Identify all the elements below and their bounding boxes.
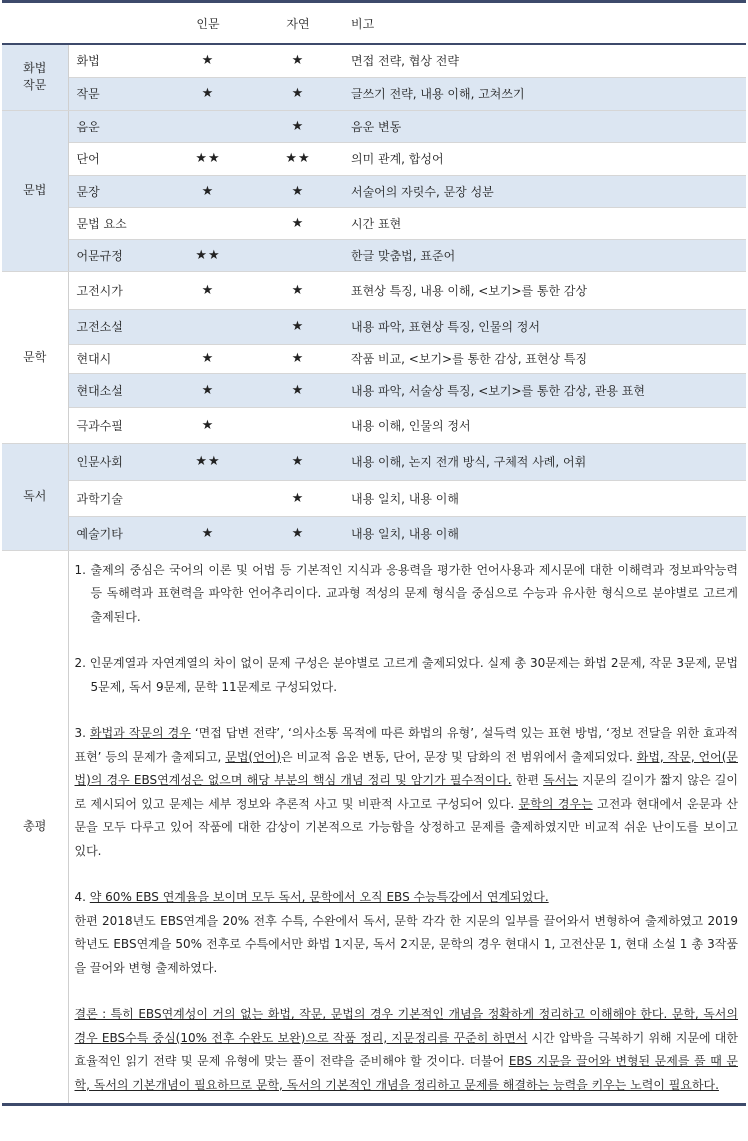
text-span: 4. bbox=[74, 890, 90, 904]
inmun-stars: ★ bbox=[163, 516, 253, 550]
table-row bbox=[2, 344, 746, 373]
table-row bbox=[2, 373, 746, 407]
underlined-text: 독서는 bbox=[543, 773, 578, 787]
underlined-text: EBS 지문을 끌어와 변형된 문제를 풀 때 문학, 독서의 기본개념이 필요하므로 문학, 독서의 기본적인 개념을 정리하고 문제를 해결하는 능력을 키우는 노력이 필요하다. bbox=[74, 1054, 738, 1092]
text-span: 지문의 길이가 짧지 않은 길이로 제시되어 있고 문제는 세부 정보와 추론적 사고 및 비판적 사고로 구성되어 있다. bbox=[74, 773, 738, 811]
header-bigo: 비고 bbox=[343, 2, 746, 45]
inmun-stars: ★ bbox=[163, 77, 253, 110]
table-row bbox=[2, 44, 746, 77]
summary-paragraph-4 bbox=[75, 886, 739, 910]
item-cell: 현대소설 bbox=[68, 373, 163, 407]
jayeon-stars: ★ bbox=[253, 271, 343, 309]
header-blank-cat bbox=[2, 2, 68, 45]
item-cell: 화법 bbox=[68, 44, 163, 77]
underlined-text: 약 60% EBS 연계율을 보이며 모두 독서, 문학에서 오직 EBS 수능특강에서 연계되었다. bbox=[89, 890, 549, 904]
inmun-stars: ★ bbox=[163, 407, 253, 443]
item-cell: 어문규정 bbox=[68, 239, 163, 271]
summary-paragraph-4b: 한편 2018년도 EBS연계을 20% 전후 수특, 수완에서 독서, 문학 각각 한 지문의 일부를 끌어와서 변형하여 출제하였고 2019학년도 EBS연계을 50% 전후로 수특에서만 화법 1지문, 독서 2지문, 문학의 경우 현대시 1, 고전산문 1, 현대 소설 1 총 3작품을 끌어와 변형 출제하였다. bbox=[74, 913, 738, 975]
underlined-text: 결론 : 특히 EBS연계성이 거의 없는 화법, 작문, 문법의 경우 기본적인 개념을 정확하게 정리하고 이해해야 한다. 문학, 독서의 경우 bbox=[74, 1007, 738, 1045]
underlined-text: 화법과 작문의 경우 bbox=[90, 726, 191, 740]
table-row bbox=[2, 239, 746, 271]
bigo-cell: 내용 일치, 내용 이해 bbox=[343, 480, 746, 516]
summary-row bbox=[2, 550, 746, 1105]
bigo-cell: 내용 이해, 인물의 정서 bbox=[343, 407, 746, 443]
underlined-text: 문법(언어) bbox=[225, 749, 281, 764]
inmun-stars: ★ bbox=[163, 271, 253, 309]
text-span: 은 비교적 음운 변동, 단어, 문장 및 담화의 전 범위에서 출제되었다. bbox=[280, 749, 637, 764]
bigo-cell: 내용 일치, 내용 이해 bbox=[343, 516, 746, 550]
item-cell: 고전시가 bbox=[68, 271, 163, 309]
item-cell: 극과수필 bbox=[68, 407, 163, 443]
bigo-cell: 시간 표현 bbox=[343, 207, 746, 239]
exam-analysis-table bbox=[2, 0, 746, 1106]
jayeon-stars: ★★ bbox=[253, 142, 343, 175]
table-header-row bbox=[2, 2, 746, 45]
bigo-cell: 서술어의 자릿수, 문장 성분 bbox=[343, 175, 746, 207]
header-inmun: 인문 bbox=[163, 2, 253, 45]
jayeon-stars: ★ bbox=[253, 373, 343, 407]
inmun-stars bbox=[163, 309, 253, 344]
inmun-stars: ★ bbox=[163, 175, 253, 207]
text-span: 시간 압박을 극복하기 위해 지문에 대한 효율적인 읽기 전략 및 문제 유형에 맞는 풀이 전략을 준비해야 할 것이다. 더불어 bbox=[74, 1030, 738, 1068]
jayeon-stars: ★ bbox=[253, 443, 343, 480]
category-chongpyeong: 총평 bbox=[2, 550, 68, 1105]
text-span: 고전과 현대에서 운문과 산문을 모두 다루고 있어 작품에 대한 감상이 기본적으로 가능함을 상정하고 문제를 출제하였지만 비교적 쉬운 난이도를 보이고 있다. bbox=[74, 796, 738, 858]
jayeon-stars bbox=[253, 407, 343, 443]
inmun-stars: ★ bbox=[163, 344, 253, 373]
item-cell: 음운 bbox=[68, 110, 163, 142]
jayeon-stars: ★ bbox=[253, 44, 343, 77]
item-cell: 작문 bbox=[68, 77, 163, 110]
bigo-cell: 내용 이해, 논지 전개 방식, 구체적 사례, 어휘 bbox=[343, 443, 746, 480]
jayeon-stars: ★ bbox=[253, 516, 343, 550]
bigo-cell: 글쓰기 전략, 내용 이해, 고쳐쓰기 bbox=[343, 77, 746, 110]
table-row bbox=[2, 77, 746, 110]
inmun-stars: ★ bbox=[163, 44, 253, 77]
bigo-cell: 작품 비교, <보기>를 통한 감상, 표현상 특징 bbox=[343, 344, 746, 373]
text-span: 한편 bbox=[511, 773, 544, 787]
table-row bbox=[2, 480, 746, 516]
bigo-cell: 한글 맞춤법, 표준어 bbox=[343, 239, 746, 271]
category-munbeop: 문법 bbox=[2, 110, 68, 271]
jayeon-stars: ★ bbox=[253, 344, 343, 373]
jayeon-stars bbox=[253, 239, 343, 271]
bigo-cell: 음운 변동 bbox=[343, 110, 746, 142]
bigo-cell: 내용 파악, 서술상 특징, <보기>를 통한 감상, 관용 표현 bbox=[343, 373, 746, 407]
header-jayeon: 자연 bbox=[253, 2, 343, 45]
item-cell: 문장 bbox=[68, 175, 163, 207]
category-munhak: 문학 bbox=[2, 271, 68, 443]
item-cell: 문법 요소 bbox=[68, 207, 163, 239]
text-span: ‘면접 답변 전략’, ‘의사소통 목적에 따른 화법의 유형’, 설득력 있는 표현 방법, ‘정보 전달을 위한 효과적 표현’ 등의 문제가 출제되고, bbox=[74, 726, 739, 764]
inmun-stars: ★★ bbox=[163, 443, 253, 480]
category-hwabeop: 화법 작문 bbox=[2, 44, 68, 110]
table-row bbox=[2, 309, 746, 344]
table-row bbox=[2, 407, 746, 443]
summary-text bbox=[68, 550, 746, 1105]
summary-paragraph-1: 1. 출제의 중심은 국어의 이론 및 어법 등 기본적인 지식과 응용력을 평가한 언어사용과 제시문에 대한 이해력과 정보파악능력 등 독해력과 표현력을 파악한 언어추리이다. 교과형 적성의 문제 형식을 중심으로 수능과 유사한 형식으로 분야별로 고르게 출제된다. bbox=[74, 562, 738, 624]
inmun-stars: ★★ bbox=[163, 239, 253, 271]
bigo-cell: 면접 전략, 협상 전략 bbox=[343, 44, 746, 77]
table-row bbox=[2, 271, 746, 309]
item-cell: 인문사회 bbox=[68, 443, 163, 480]
jayeon-stars: ★ bbox=[253, 309, 343, 344]
table-row bbox=[2, 142, 746, 175]
jayeon-stars: ★ bbox=[253, 175, 343, 207]
item-cell: 현대시 bbox=[68, 344, 163, 373]
summary-conclusion bbox=[75, 1003, 739, 1097]
bigo-cell: 의미 관계, 합성어 bbox=[343, 142, 746, 175]
item-cell: 고전소설 bbox=[68, 309, 163, 344]
summary-paragraph-2: 2. 인문계열과 자연계열의 차이 없이 문제 구성은 분야별로 고르게 출제되었다. 실제 총 30문제는 화법 2문제, 작문 3문제, 문법 5문제, 독서 9문제, 문학 11문제로 구성되었다. bbox=[74, 656, 738, 694]
inmun-stars bbox=[163, 207, 253, 239]
jayeon-stars: ★ bbox=[253, 480, 343, 516]
item-cell: 과학기술 bbox=[68, 480, 163, 516]
inmun-stars: ★ bbox=[163, 373, 253, 407]
bigo-cell: 표현상 특징, 내용 이해, <보기>를 통한 감상 bbox=[343, 271, 746, 309]
item-cell: 단어 bbox=[68, 142, 163, 175]
table-row bbox=[2, 175, 746, 207]
underlined-text: EBS수특 중심(10% 전후 수완도 보완)으로 작품 정리, 지문정리를 꾸준히 하면서 bbox=[101, 1030, 528, 1045]
item-cell: 예술기타 bbox=[68, 516, 163, 550]
jayeon-stars: ★ bbox=[253, 110, 343, 142]
table-row bbox=[2, 110, 746, 142]
category-dokseo: 독서 bbox=[2, 443, 68, 550]
table-row bbox=[2, 516, 746, 550]
inmun-stars bbox=[163, 480, 253, 516]
inmun-stars: ★★ bbox=[163, 142, 253, 175]
text-span: 3. bbox=[74, 726, 90, 740]
table-row bbox=[2, 443, 746, 480]
summary-paragraph-3 bbox=[75, 722, 739, 863]
jayeon-stars: ★ bbox=[253, 207, 343, 239]
jayeon-stars: ★ bbox=[253, 77, 343, 110]
inmun-stars bbox=[163, 110, 253, 142]
underlined-text: 문학의 경우는 bbox=[518, 796, 593, 811]
table-row bbox=[2, 207, 746, 239]
bigo-cell: 내용 파악, 표현상 특징, 인물의 정서 bbox=[343, 309, 746, 344]
header-blank-item bbox=[68, 2, 163, 45]
underlined-text: 화법, 작문, 언어(문법)의 경우 EBS연계성은 없으며 해당 부분의 핵심 개념 정리 및 암기가 필수적이다. bbox=[74, 749, 738, 787]
